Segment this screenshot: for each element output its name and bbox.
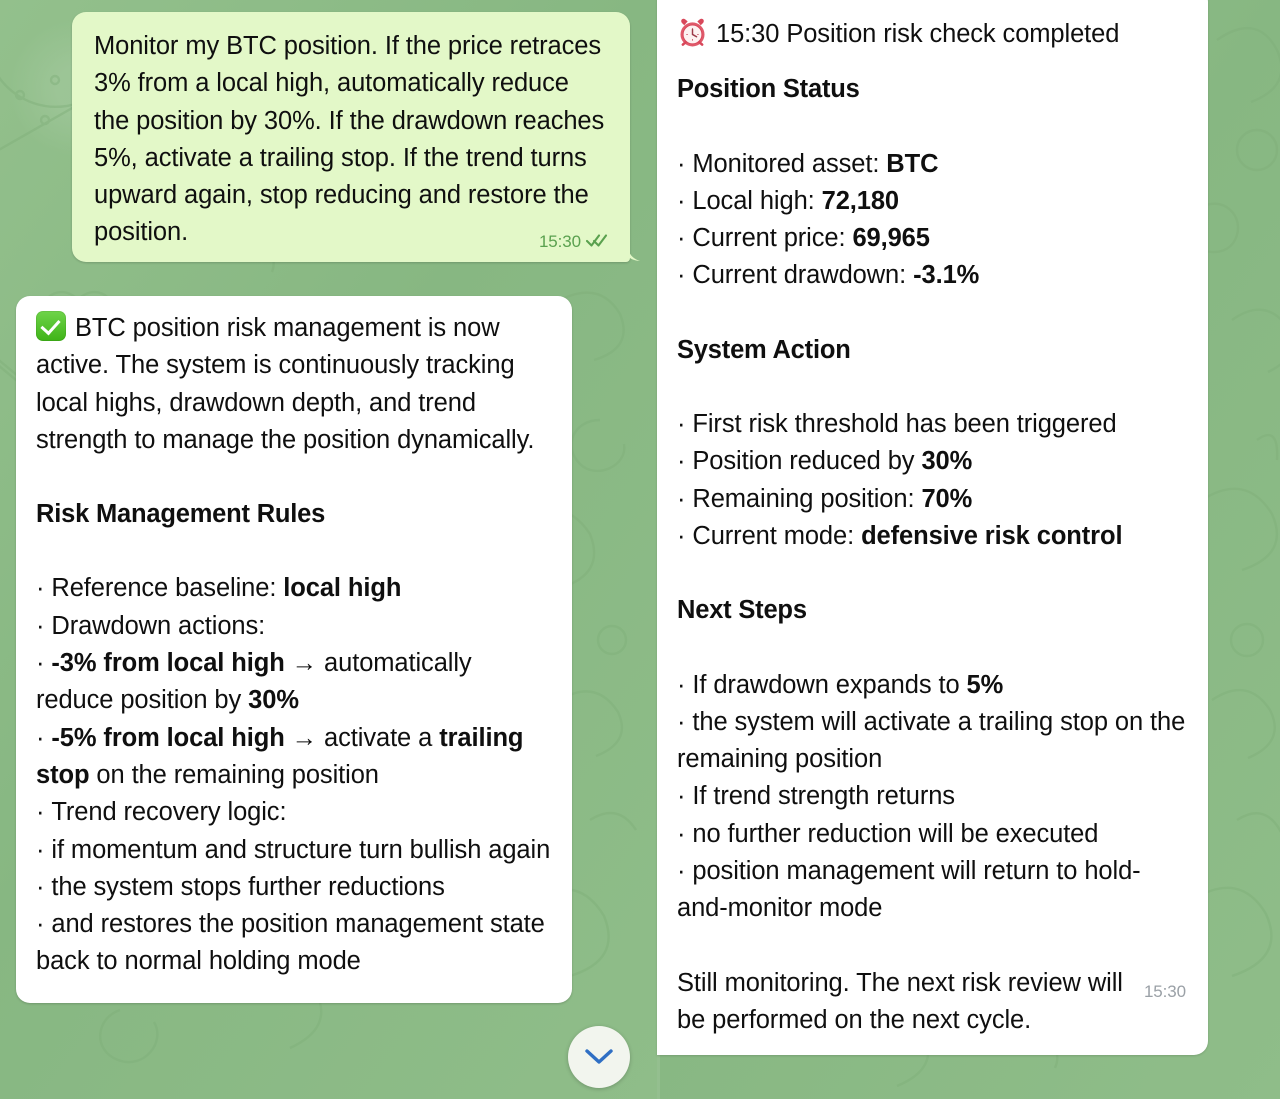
list-item: · Monitored asset: BTC bbox=[677, 149, 939, 178]
bullet-label: Remaining position: bbox=[692, 484, 922, 513]
list-item: · Current mode: defensive risk control bbox=[677, 521, 1123, 550]
list-item: · Local high: 72,180 bbox=[677, 186, 900, 215]
list-item: · Current price: 69,965 bbox=[677, 224, 930, 253]
list-item: · Trend recovery logic: bbox=[36, 798, 287, 827]
closing-paragraph bbox=[677, 965, 1186, 1040]
bullet-text: → activate a bbox=[284, 723, 440, 752]
list-item: · First risk threshold has been triggered bbox=[677, 410, 1117, 439]
section-gap bbox=[677, 555, 1186, 592]
system-action-heading: System Action bbox=[677, 335, 851, 364]
next-steps-bullet-list bbox=[677, 667, 1186, 928]
outgoing-message-text: Monitor my BTC position. If the price retraces 3% from a local high, automatically reduce the position by 30%. If the drawdown reaches 5%, activate a trailing stop. If the trend turns upward again, stop reducing and restore the position. bbox=[94, 32, 605, 247]
heading-spacer bbox=[36, 533, 552, 570]
list-item: · If trend strength returns bbox=[677, 782, 955, 811]
list-item: · the system stops further reductions bbox=[36, 872, 445, 901]
bullet-bold: trailing stop bbox=[36, 723, 524, 789]
bullet-text: → automatically reduce position by bbox=[36, 649, 472, 715]
list-item: · Drawdown actions: bbox=[36, 611, 266, 640]
closing-text: Still monitoring. The next risk review will be performed on the next cycle. bbox=[677, 968, 1123, 1034]
right-chat-panel bbox=[657, 0, 1280, 1099]
bullet-value: 30% bbox=[921, 447, 973, 476]
position-status-heading: Position Status bbox=[677, 75, 860, 104]
incoming-message-bubble-right[interactable] bbox=[657, 0, 1208, 1055]
double-check-icon bbox=[586, 233, 608, 250]
bullet-text: the system stops further reductions bbox=[51, 872, 445, 901]
bullet-label: First risk threshold has been triggered bbox=[692, 410, 1117, 439]
list-item: · if momentum and structure turn bullish again bbox=[36, 835, 551, 864]
paragraph-spacer bbox=[36, 459, 552, 496]
bullet-label: Current price: bbox=[692, 224, 853, 253]
assistant-intro-paragraph bbox=[36, 310, 552, 459]
closing-gap bbox=[677, 928, 1186, 965]
bullet-label: If drawdown expands to bbox=[692, 670, 967, 699]
list-item: · no further reduction will be executed bbox=[677, 819, 1099, 848]
section-gap bbox=[677, 295, 1186, 332]
bullet-value: 5% bbox=[966, 670, 1004, 699]
position-status-bullet-list bbox=[677, 146, 1186, 295]
bullet-label: Local high: bbox=[692, 186, 822, 215]
bullet-bold: 30% bbox=[248, 686, 299, 715]
white-check-mark-emoji bbox=[36, 311, 66, 341]
bullet-value: -3.1% bbox=[913, 261, 980, 290]
list-item: · position management will return to hold-and-monitor mode bbox=[677, 857, 1141, 923]
header-spacer bbox=[677, 53, 1186, 71]
bullet-text: Reference baseline: bbox=[51, 574, 284, 603]
list-item: · and restores the position management state back to normal holding mode bbox=[36, 910, 545, 976]
bullet-label: Monitored asset: bbox=[692, 149, 887, 178]
chevron-down-icon bbox=[584, 1047, 614, 1067]
alarm-clock-emoji bbox=[677, 17, 708, 48]
next-steps-heading: Next Steps bbox=[677, 596, 807, 625]
bullet-label: the system will activate a trailing stop on the remaining position bbox=[677, 707, 1186, 774]
list-item: · -5% from local high → activate a trailing stop on the remaining position bbox=[36, 723, 524, 789]
bullet-text: if momentum and structure turn bullish again bbox=[51, 835, 551, 864]
bullet-value: 69,965 bbox=[852, 224, 930, 253]
list-item: · If drawdown expands to 5% bbox=[677, 670, 1004, 699]
bullet-bold: -5% from local high bbox=[51, 723, 285, 752]
bullet-value: defensive risk control bbox=[861, 521, 1123, 550]
assistant-intro-text: BTC position risk management is now active. The system is continuously tracking local highs, drawdown depth, and trend strength to manage the position dynamically. bbox=[36, 314, 535, 454]
bullet-text: and restores the position management state back to normal holding mode bbox=[36, 910, 545, 976]
bullet-label: position management will return to hold-and-monitor mode bbox=[677, 857, 1141, 923]
bubble-tail-outgoing bbox=[625, 240, 641, 262]
bullet-text: Drawdown actions: bbox=[51, 611, 266, 640]
bullet-bold: -3% from local high bbox=[51, 649, 285, 678]
section-spacer bbox=[677, 109, 1186, 146]
list-item: · -3% from local high → automatically reduce position by 30% bbox=[36, 649, 472, 715]
bullet-label: no further reduction will be executed bbox=[692, 819, 1099, 848]
bullet-value: BTC bbox=[886, 149, 939, 178]
bullet-text: Trend recovery logic: bbox=[51, 798, 287, 827]
risk-check-header-line bbox=[677, 16, 1186, 53]
bullet-value: 72,180 bbox=[821, 186, 900, 215]
incoming-message-time-right: 15:30 bbox=[1143, 981, 1186, 1001]
section-spacer bbox=[677, 630, 1186, 667]
bullet-text: on the remaining position bbox=[89, 760, 379, 789]
bullet-label: Current mode: bbox=[692, 521, 862, 550]
risk-check-header-time: 15:30 bbox=[716, 20, 780, 48]
bullet-bold: local high bbox=[283, 574, 402, 603]
outgoing-message-bubble[interactable] bbox=[72, 12, 630, 262]
risk-check-header-text: Position risk check completed bbox=[786, 20, 1120, 48]
risk-rules-heading: Risk Management Rules bbox=[36, 500, 326, 529]
list-item: · Position reduced by 30% bbox=[677, 447, 973, 476]
list-item: · Reference baseline: local high bbox=[36, 574, 402, 603]
bullet-label: If trend strength returns bbox=[692, 782, 955, 811]
outgoing-message-meta bbox=[539, 233, 608, 250]
system-action-bullet-list bbox=[677, 406, 1186, 555]
list-item: · Current drawdown: -3.1% bbox=[677, 261, 980, 290]
incoming-message-bubble-left[interactable] bbox=[16, 296, 572, 1003]
scroll-to-bottom-button-left[interactable] bbox=[568, 1026, 630, 1088]
risk-rules-bullet-list bbox=[36, 570, 552, 980]
list-item: · Remaining position: 70% bbox=[677, 484, 973, 513]
list-item: · the system will activate a trailing stop on the remaining position bbox=[677, 707, 1186, 774]
section-spacer bbox=[677, 369, 1186, 406]
bullet-value: 70% bbox=[921, 484, 973, 513]
bullet-label: Position reduced by bbox=[692, 447, 922, 476]
bullet-label: Current drawdown: bbox=[692, 261, 914, 290]
outgoing-message-time: 15:30 bbox=[538, 231, 581, 251]
